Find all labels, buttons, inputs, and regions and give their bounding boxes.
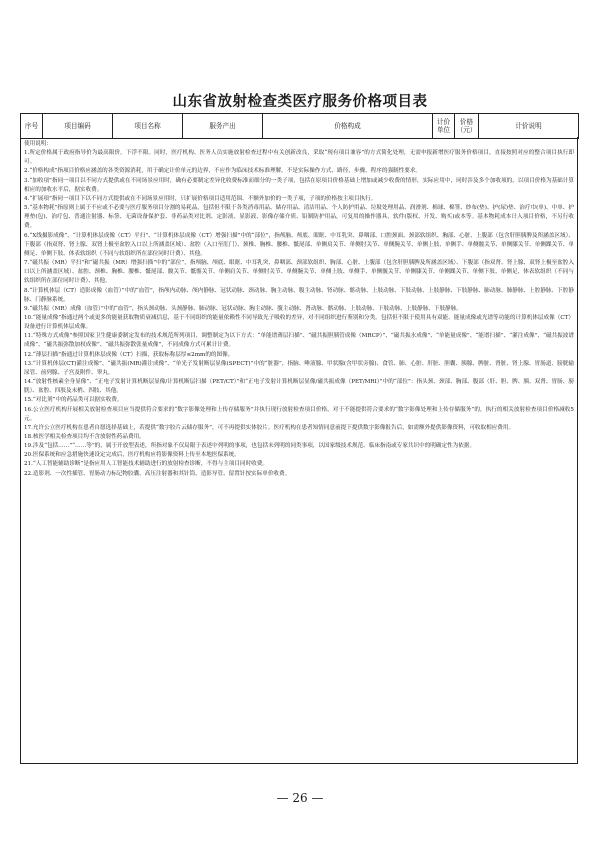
usage-note: 10.“能量成像”指通过两个或更多的能量获取物质衰减信息，基于不同组织的能量依赖性不同导致光子吸收的差异，对不同组织进行鉴别和分类。包括但不限于使用具有双能、能量成像或光谱等功能的计算机体层成像（CT）设备进行计算机体层成像。 [24,314,574,331]
usage-note: 16.公立医疗机构开展相关放射检查项目应当提供符合要求的“数字影像处理和上传存储服务”并执行现行放射检查项目价格，对于不能提供符合要求的“数字影像处理和上传存储服务”的，执行的相关放射检查项目价格减收5元。 [24,406,574,422]
usage-note: 7.“磁共振（MR）平扫”和“磁共振（MR）增强扫描”中的“部位”，指颅脑、颅底、眼眶、中耳乳突、鼻咽部、颈部软组织、胸部、心脏、上腹部（包含肝胆胰脾及所涵盖区域）、下腹部（指双肾、肾上腺、双肾上极至盆腔入口以上所涵盖区域）、盆腔、颈椎、胸椎、腰椎、骶尾部、髋关节、骶髂关节、单侧肩关节、单侧肘关节、单侧腕关节、单侧上肢、单侧手、单侧髋关节、单侧膝关节、单侧踝关节、单侧下肢、单侧足、体表软组织（不同与软组织所在部位同时计费）、其他。 [24,260,574,285]
usage-note: 9.“磁共振（MR）成像（血管）”中的“血管”，指头颈动脉、头颈静脉、肺动脉、冠状动脉、胸主动脉、腹主动脉、肾动脉、髂动脉、上肢动脉、下肢动脉、上肢静脉、下肢静脉。 [24,305,462,312]
usage-note: 8.“计算机体层（CT）造影成像（血管）”中的“血管”，指颅内动脉、颅内静脉、冠状动脉、颈动脉、胸主动脉、腹主动脉、肾动脉、髂动脉、上肢动脉、下肢动脉、上肢静脉、下肢静脉、肺动脉、肺静脉、上腔静脉、下腔静脉、门静脉系统。 [24,287,574,303]
usage-note: 22.造影剂、一次性插管、胃肠动力标记物胶囊、高压注射器和其针筒、造影导管、留置针按实际单价收费。 [24,470,291,477]
usage-notes-heading: 使用说明： [24,141,52,147]
column-header-unit: 计价单位 [433,114,455,139]
usage-note: 21.“人工智能辅助诊断”是指应用人工智能技术辅助进行的放射检查诊断，不得与主项目同时收费。 [24,461,268,468]
column-header-name: 项目名称 [113,114,183,139]
usage-note: 18.核医学相关检查项目均不含放射性药品费用。 [24,434,145,440]
column-header-code: 项目编码 [43,114,113,139]
usage-note: 17.允许公立医疗机构在患者自愿选择基础上，若提供“数字胶片云储存服务”，可不再提供实体胶片。医疗机构在患者知情同意前提下提供数字影像报告后，如需额外提供影像资料，可收取相应费用。 [24,424,515,431]
usage-note: 11.“特殊方式成像”参照国家卫生健康委制定发布的技术规范所列项目，调整制定为以下方式：“单能谱薄层扫描”、“磁共振胆胰管成像（MRCP）”、“磁共振水成像”、“单能量成像”、“能谱扫描”、“灌注成像”、“磁共振波谱成像”、“磁共振弥散加权成像”、“磁共振弥散张量成像”，不同成像方式可累计计费。 [24,333,574,349]
usage-note: 15.“对比剂”中的药品类可以据实收费。 [24,397,123,404]
price-table-header [20,113,579,139]
usage-note: 2.“价格构成”指项目价格应涵盖的各类资源消耗，用于确定计价单元的边界，不应作为临床技术标准理解，不是实际操作方式、路径、步骤、程序的强制性要求。 [24,168,422,175]
usage-note: 3.“加收项”指同一项目以不同方式提供或在不同场景应用时，确有必要制定差异化收费标准而细分的一类子项，包括在原项目价格基础上增加或减少收费的情形，实际应用中，同时涉及多个加收项的，以项目价格为基础计算相应的加收水平后，据实收费。 [24,177,574,193]
usage-note: 1.所定价格属于政府指导价为最高限价，下浮不限。同时，医疗机构、医务人员实施放射检查过程中有关创新改良，采取“现有项目兼容”的方式简化处理，无需申报新增医疗服务价格项目，直接按照对应的整合项目执行即可。 [24,150,574,166]
usage-note: 6.“X线摄影成像”、“计算机体层成像（CT）平扫”、“计算机体层成像（CT）增强扫描”中的“部位”，指颅脑、颅底、眼眶、中耳乳突、鼻咽部、口腔颈面、颈部软组织、胸部、心脏、上腹部（包含肝胆胰脾及所涵盖区域）、下腹部（指双肾、肾上腺、双肾上极至盆腔入口以上所涵盖区域）、盆腔（入口至肛门）、颈椎、胸椎、腰椎、骶尾部、单侧肩关节、单侧肘关节、单侧腕关节、单侧上肢、单侧手、单侧髋关节、单侧膝关节、单侧踝关节、单侧足、单侧下肢、体表软组织（不同与软组织所在部位同时计费）、其他。 [24,232,574,257]
usage-note: 4.“扩展项”指同一项目下以不同方式提供或在不同场景应用时，只扩展价格项目适用范围、不额外加价的一类子项，子项的价格按主项目执行。 [24,195,377,202]
usage-note: 5.“基本物耗”指原则上属于不应或不必要与医疗服务项目分割的易耗品，包括但不限于各类消毒用品、储存用品、清洁用品、个人防护用品、垃圾处理用品、润滑剂、棉球、棉签、纱布(垫)、护(尿)垫、治疗巾(单)、中单、护理垫(包)、治疗包、普通注射器、标签、无菌设备保护套、非药品类对比剂、定影液、显影液、影像存储介质、铅制防护用品，可复用的操作器具、软件(版权、开发、购买)或本等。基本物耗成本计入项目价格，不另行收费。 [24,205,574,230]
column-header-price: 价格（元） [455,114,479,139]
usage-note: 13.“计算机体层(CT)灌注成像”、“磁共振(MR)灌注成像”、“单光子发射断层显像(SPECT)”中的“脏器”，指脑、唾液腺、甲状腺(含甲状旁腺)、食管、肺、心脏、肝脏、胆囊、胰腺、脾脏、肾脏、肾上腺、胃肠道、膀胱输尿管、前列腺、子宫及附件、睾丸。 [24,360,574,376]
column-header-output: 服务产出 [183,114,263,139]
usage-note: 12.“薄层扫描”指通过计算机体层成像（CT）扫描，获取标称层厚≤2mm的的图像。 [24,351,234,358]
usage-note: 19.涉及“包括……”“……等”的，属于开放型表述，所指对象不仅局限于表述中列明的事项，也包括未列明的同类事项，以国家级技术规范、临床指南或专家共识中的明确定性为依据。 [24,443,476,450]
column-header-notes: 计价说明 [479,114,579,139]
usage-note: 14.“放射性核素全身显像”、“正电子发射计算机断层显像/计算机断层扫描（PET/CT）”和“正电子发射计算机断层显像/磁共振成像（PET/MRI）”中的“部位”：指头颈、颈部、胸部、腹部（肝、胆、脾、胰、双肾、胃肠、膀胱）、盆腔、四肢及末梢、四肢、其他。 [24,379,574,395]
usage-notes-box [20,137,578,764]
column-header-composition: 价格构成 [263,114,433,139]
page-number: — 26 — [276,791,324,805]
column-header-index: 序号 [21,114,43,139]
usage-note: 20.医保系统和应急措施快速设定完成后，医疗机构应将影像资料上传至本地医保系统。 [24,452,240,459]
page-title: 山东省放射检查类医疗服务价格项目表 [172,94,428,110]
